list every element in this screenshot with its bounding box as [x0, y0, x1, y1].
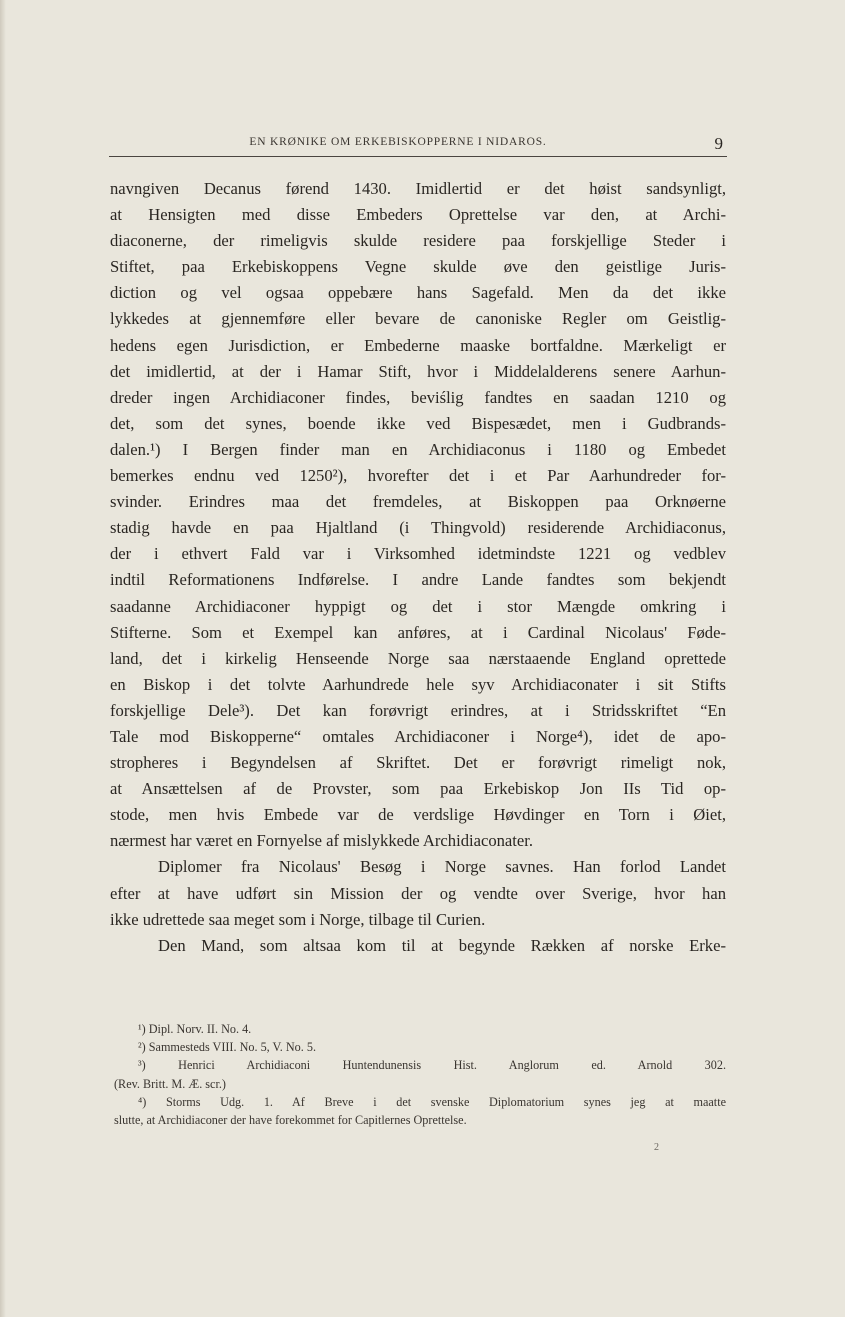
running-head: [109, 134, 727, 160]
body-line: Tale mod Biskopperne“ omtales Archidiaconer i Norge⁴), idet de apo-: [110, 726, 726, 746]
body-line: stadig havde en paa Hjaltland (i Thingvold) residerende Archidiaconus,: [110, 518, 726, 538]
footnotes: [114, 1020, 726, 1129]
body-line: ikke udrettede saa meget som i Norge, tilbage til Curien.: [110, 909, 486, 929]
body-line: indtil Reformationens Indførelse. I andre Lande fandtes som bekjendt: [110, 570, 726, 590]
body-line: det, som det synes, boende ikke ved Bispesædet, men i Gudbrands-: [110, 413, 726, 433]
body-line: at Hensigten med disse Embeders Oprettelse var den, at Archi-: [110, 205, 726, 225]
body-line: Stifterne. Som et Exempel kan anføres, at i Cardinal Nicolaus' Føde-: [110, 622, 726, 642]
header-rule: [109, 156, 727, 157]
footnote: ²) Sammesteds VIII. No. 5, V. No. 5.: [138, 1040, 316, 1055]
body-line: stropheres i Begyndelsen af Skriftet. Det er forøvrigt rimeligt nok,: [110, 753, 726, 773]
body-line: saadanne Archidiaconer hyppigt og det i stor Mængde omkring i: [110, 596, 726, 616]
footnote: ¹) Dipl. Norv. II. No. 4.: [138, 1022, 252, 1036]
body-line: at Ansættelsen af de Provster, som paa Erkebiskop Jon IIs Tid op-: [110, 779, 726, 799]
body-line: det imidlertid, at der i Hamar Stift, hvor i Middelalderens senere Aarhun-: [110, 361, 726, 381]
body-line: diction og vel ogsaa oppebære hans Sagefald. Men da det ikke: [110, 283, 726, 303]
running-title: EN KRØNIKE OM ERKEBISKOPPERNE I NIDAROS.: [249, 136, 547, 148]
body-line: diaconerne, der rimeligvis skulde residere paa forskjellige Steder i: [110, 231, 726, 251]
body-line: bemerkes endnu ved 1250²), hvorefter det i et Par Aarhundreder for-: [110, 466, 726, 486]
footnote: slutte, at Archidiaconer der have forekommet for Capitlernes Oprettelse.: [114, 1112, 467, 1127]
body-line: stode, men hvis Embede var de verdslige Høvdinger en Torn i Øiet,: [110, 805, 726, 825]
body-line: dalen.¹) I Bergen finder man en Archidiaconus i 1180 og Embedet: [110, 439, 726, 459]
body-line: svinder. Erindres maa det fremdeles, at Biskoppen paa Orknøerne: [110, 492, 726, 512]
body-line: land, det i kirkelig Henseende Norge saa nærstaaende England oprettede: [110, 648, 726, 668]
body-line: en Biskop i det tolvte Aarhundrede hele syv Archidiaconater i sit Stifts: [110, 674, 726, 694]
page-number: 9: [714, 134, 723, 153]
footnote: (Rev. Britt. M. Æ. scr.): [114, 1076, 226, 1091]
footnote: ³) Henrici Archidiaconi Huntendunensis Hist. Anglorum ed. Arnold 302.: [138, 1058, 726, 1073]
body-line: Den Mand, som altsaa kom til at begynde Rækken af norske Erke-: [158, 935, 726, 955]
body-line: nærmest har været en Fornyelse af mislykkede Archidiaconater.: [110, 831, 534, 851]
body-line: Stiftet, paa Erkebiskoppens Vegne skulde øve den geistlige Juris-: [110, 257, 726, 277]
body-text: [110, 176, 726, 959]
footnote: ⁴) Storms Udg. 1. Af Breve i det svenske Diplomatorium synes jeg at maatte: [138, 1094, 726, 1109]
body-line: forskjellige Dele³). Det kan forøvrigt erindres, at i Stridsskriftet “En: [110, 700, 726, 720]
body-line: lykkedes at gjennemføre eller bevare de canoniske Regler om Geistlig-: [110, 309, 726, 329]
body-line: dreder ingen Archidiaconer findes, beviślig fandtes en saadan 1210 og: [110, 387, 726, 407]
body-line: der i ethvert Fald var i Virksomhed idetmindste 1221 og vedblev: [110, 544, 726, 564]
body-line: Diplomer fra Nicolaus' Besøg i Norge savnes. Han forlod Landet: [158, 857, 726, 877]
page-edge: [0, 0, 6, 1317]
body-line: efter at have udført sin Mission der og vendte over Sverige, hvor han: [110, 883, 726, 903]
body-line: navngiven Decanus førend 1430. Imidlertid er det høist sandsynligt,: [110, 179, 726, 198]
signature-mark: 2: [654, 1142, 659, 1153]
body-line: hedens egen Jurisdiction, er Embederne maaske bortfaldne. Mærkeligt er: [110, 335, 726, 355]
